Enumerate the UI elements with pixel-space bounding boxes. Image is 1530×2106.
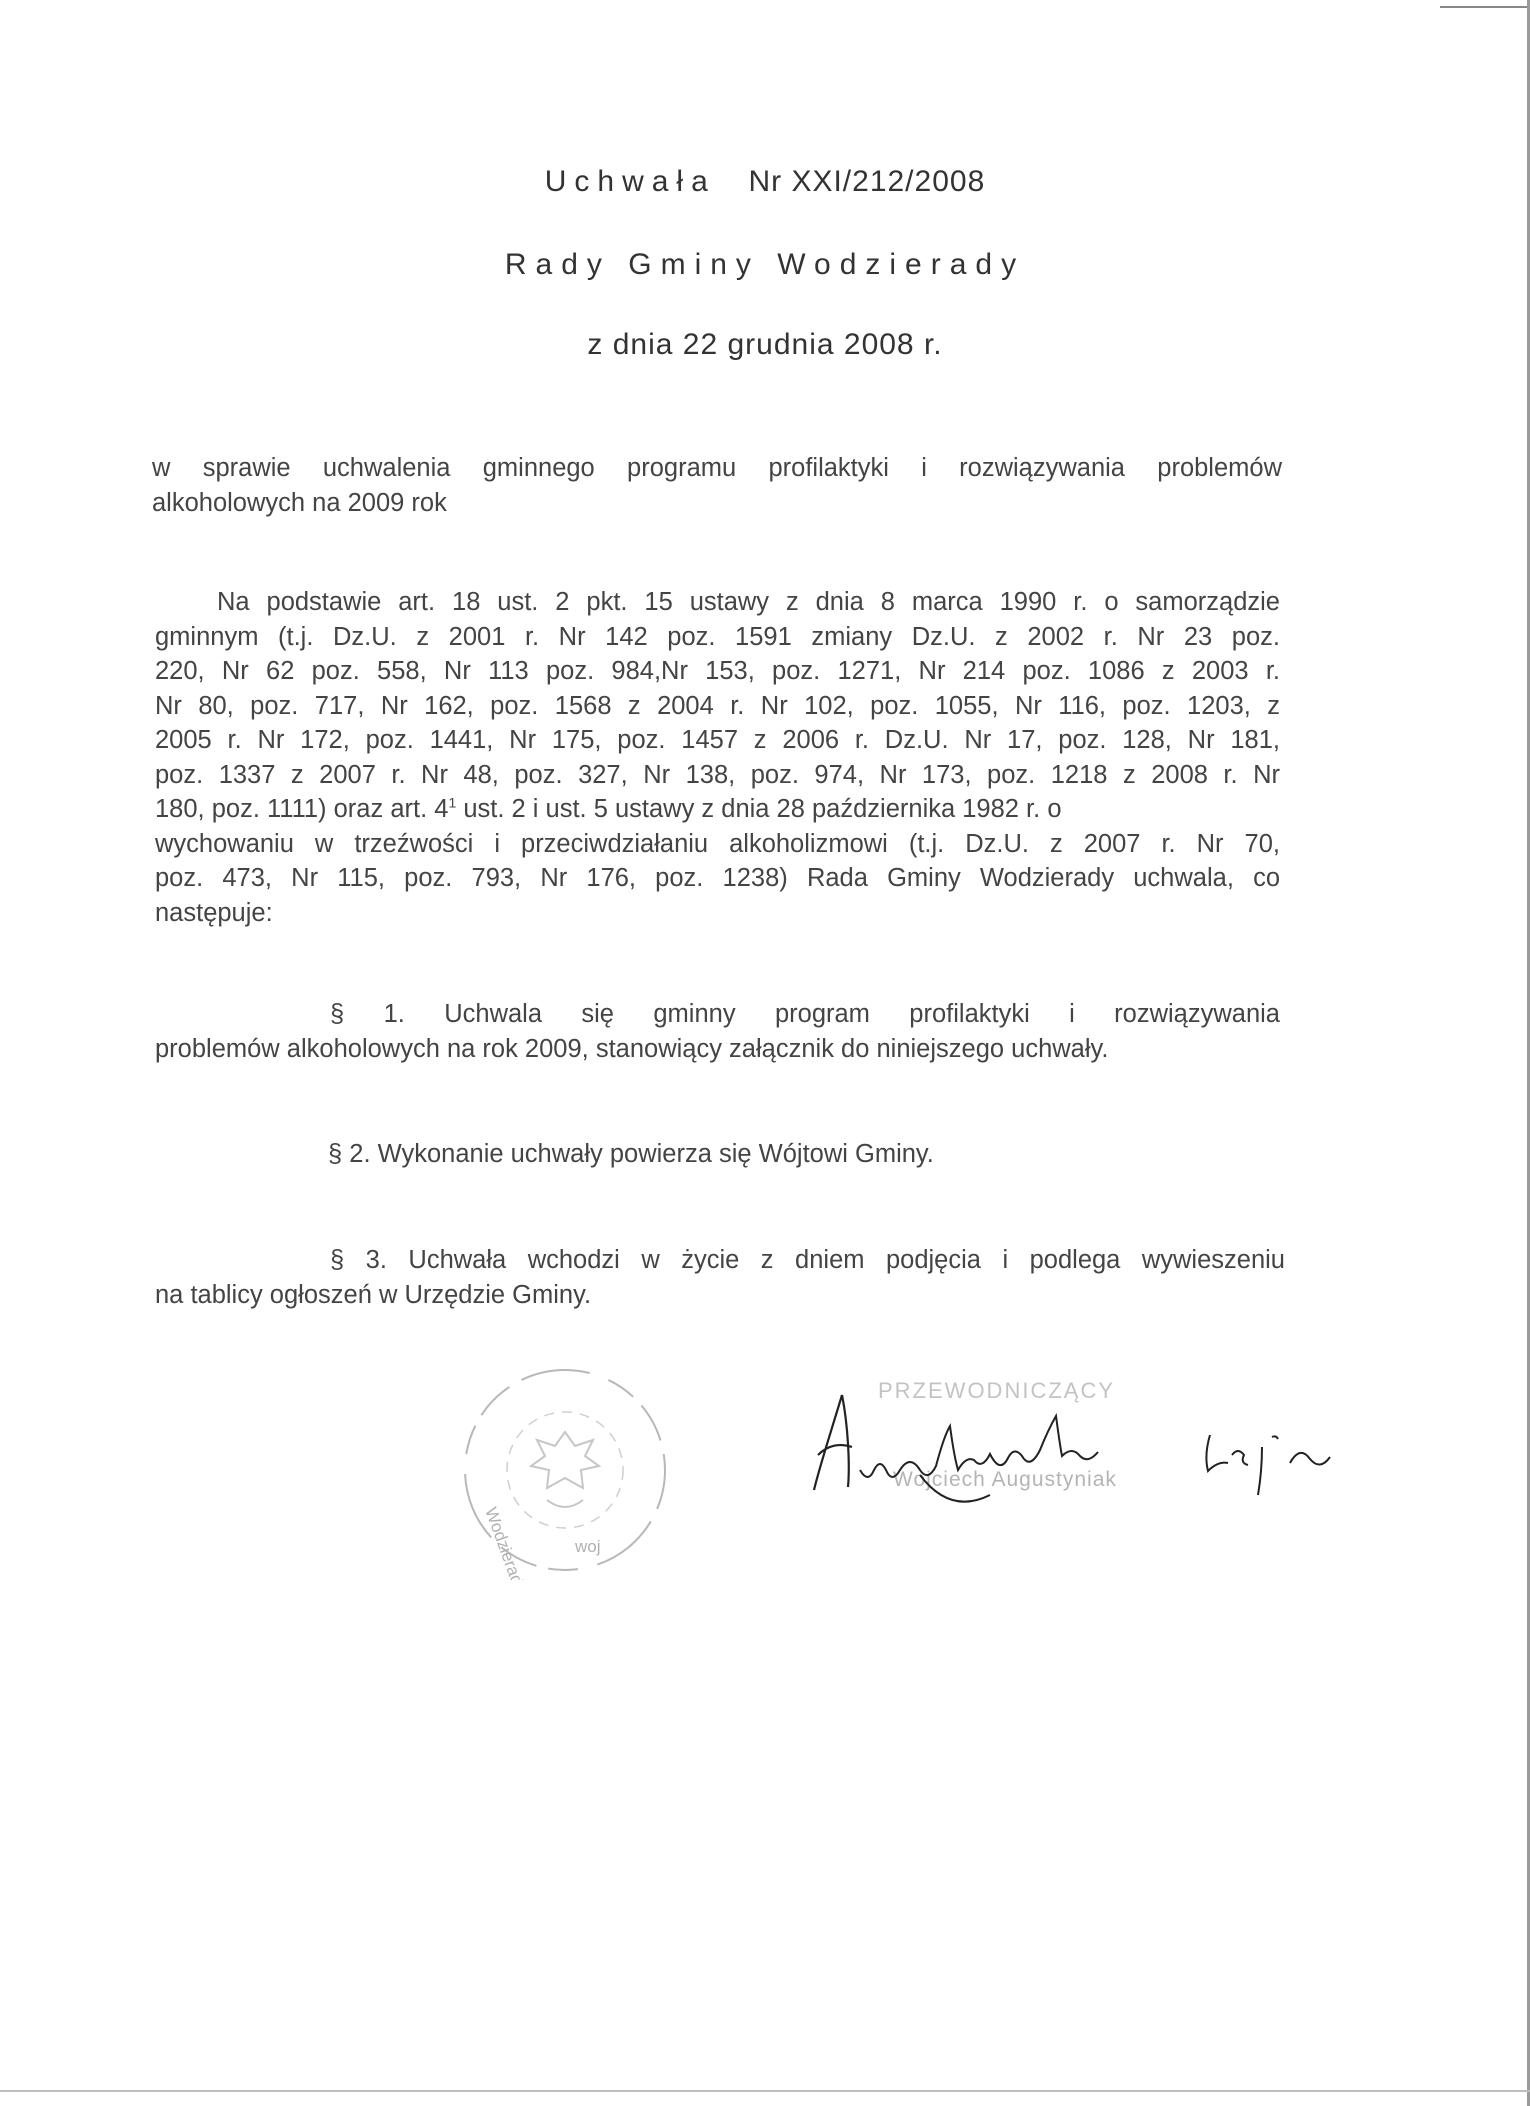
signature-icon bbox=[800, 1375, 1400, 1515]
preamble-segment: ust. 2 i ust. 5 ustawy z dnia 28 października 1982 r. o bbox=[456, 795, 1062, 823]
chairman-title: PRZEWODNICZĄCY bbox=[878, 1378, 1115, 1403]
paragraph-line: § 2. Wykonanie uchwały powierza się Wójtowi Gminy. bbox=[328, 1140, 934, 1168]
preamble-line: Na podstawie art. 18 ust. 2 pkt. 15 ustawy z dnia 8 marca 1990 r. o samorządzie bbox=[217, 588, 1280, 616]
scan-edge-top bbox=[1440, 6, 1530, 8]
paragraph-line: na tablicy ogłoszeń w Urzędzie Gminy. bbox=[155, 1280, 592, 1309]
paragraph-line: § 1. Uchwala się gminny program profilaktyki i rozwiązywania bbox=[330, 1000, 1280, 1028]
svg-text:woj: woj bbox=[575, 1537, 601, 1556]
paragraph-line: problemów alkoholowych na rok 2009, stanowiący załącznik do niniejszego uchwały. bbox=[155, 1034, 1109, 1063]
preamble-line: 220, Nr 62 poz. 558, Nr 113 poz. 984,Nr 153, poz. 1271, Nr 214 poz. 1086 z 2003 r. bbox=[155, 657, 1280, 685]
paragraph-3 bbox=[155, 1243, 1285, 1312]
svg-text:Wodzierady: Wodzierady bbox=[481, 1504, 530, 1580]
paragraph-1 bbox=[155, 997, 1280, 1066]
chairman-name: Wojciech Augustyniak bbox=[893, 1468, 1117, 1491]
superscript: 1 bbox=[448, 794, 457, 811]
scan-edge-bottom bbox=[0, 2090, 1530, 2092]
preamble-line bbox=[155, 792, 1280, 827]
council-name: Rady Gminy Wodzierady bbox=[504, 248, 1026, 281]
preamble-line: wychowaniu w trzeźwości i przeciwdziałaniu alkoholizmowi (t.j. Dz.U. z 2007 r. Nr 70, bbox=[155, 829, 1280, 858]
paragraph-line: § 3. Uchwała wchodzi w życie z dniem podjęcia i podlega wywieszeniu bbox=[330, 1246, 1285, 1274]
handwritten-signature bbox=[800, 1375, 1400, 1515]
official-stamp bbox=[455, 1360, 675, 1580]
preamble-line: następuje: bbox=[155, 898, 273, 927]
resolution-date: z dnia 22 grudnia 2008 r. bbox=[587, 328, 943, 361]
preamble-line: gminnym (t.j. Dz.U. z 2001 r. Nr 142 poz. 1591 zmiany Dz.U. z 2002 r. Nr 23 poz. bbox=[155, 622, 1280, 651]
paragraph-2 bbox=[328, 1137, 1228, 1172]
preamble-block bbox=[155, 585, 1280, 930]
preamble-segment: 180, poz. 1111) oraz art. 4 bbox=[155, 795, 449, 823]
title-number: Nr XXI/212/2008 bbox=[748, 165, 986, 198]
subject-block bbox=[152, 451, 1282, 520]
preamble-line: poz. 1337 z 2007 r. Nr 48, poz. 327, Nr 138, poz. 974, Nr 173, poz. 1218 z 2008 r. Nr bbox=[155, 760, 1280, 789]
subject-line: w sprawie uchwalenia gminnego programu profilaktyki i rozwiązywania problemów bbox=[152, 454, 1282, 482]
subject-line: alkoholowych na 2009 rok bbox=[152, 488, 447, 517]
stamp-icon bbox=[455, 1360, 675, 1580]
title-word: Uchwała bbox=[544, 165, 716, 198]
preamble-line: 2005 r. Nr 172, poz. 1441, Nr 175, poz. 1457 z 2006 r. Dz.U. Nr 17, poz. 128, Nr 181, bbox=[155, 726, 1280, 754]
preamble-line: poz. 473, Nr 115, poz. 793, Nr 176, poz. 1238) Rada Gminy Wodzierady uchwala, co bbox=[155, 864, 1280, 892]
resolution-title bbox=[0, 165, 1530, 199]
preamble-line: Nr 80, poz. 717, Nr 162, poz. 1568 z 2004 r. Nr 102, poz. 1055, Nr 116, poz. 1203, z bbox=[155, 691, 1280, 720]
